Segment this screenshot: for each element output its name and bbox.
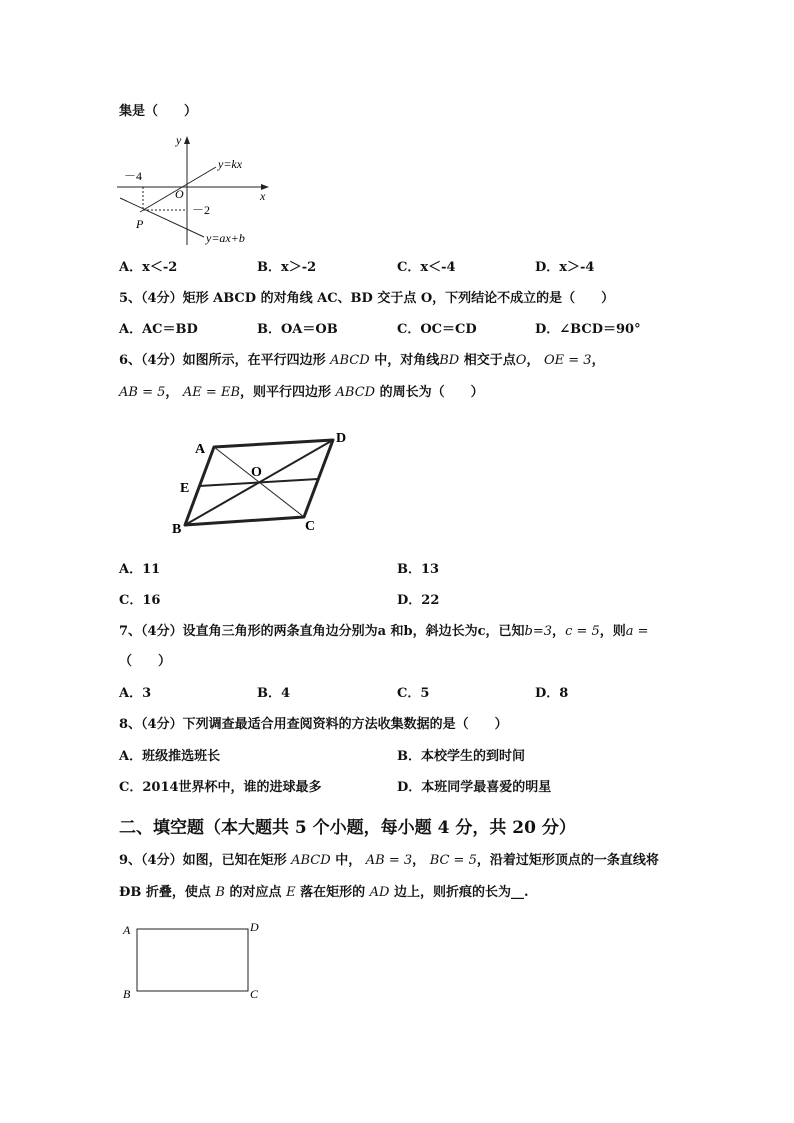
q4-option-c: C．x＜-4 [397, 260, 456, 275]
q9-stem-line1: 9、（4分）如图，已知在矩形 ABCD 中， AB = 3， BC = 5，沿着过矩形顶点的一条直线将 [119, 853, 659, 868]
vertex-a: A [195, 442, 206, 457]
point-o: O [251, 465, 262, 480]
q7-option-d: D．8 [535, 686, 569, 701]
label-neg4: －4 [124, 169, 143, 183]
label-origin: O [175, 187, 184, 201]
segment-eo [199, 479, 318, 486]
q5-option-a: A．AC＝BD [119, 322, 198, 337]
q7-option-b: B．4 [257, 686, 291, 701]
q4-stem-tail: 集是（ ） [119, 104, 198, 119]
q4-figure [112, 130, 282, 250]
x-axis-label: x [260, 189, 266, 203]
q8-option-b: B．本校学生的到时间 [397, 749, 525, 764]
q8-option-c: C．2014世界杯中，谁的进球最多 [119, 780, 322, 795]
y-axis-label: y [176, 133, 182, 147]
q8-option-d: D．本班同学最喜爱的明星 [397, 780, 552, 795]
label-y-kx: y=kx [218, 157, 243, 171]
q8-stem: 8、（4分）下列调查最适合用查阅资料的方法收集数据的是（ ） [119, 717, 508, 732]
q6-stem-line2: AB = 5， AE = EB，则平行四边形 ABCD 的周长为（ ） [119, 385, 484, 400]
section-heading-fill-in: 二、填空题（本大题共 5 个小题，每小题 4 分，共 20 分） [119, 818, 576, 838]
vertex-b: B [123, 987, 131, 1001]
q7-option-a: A．3 [119, 686, 152, 701]
q5-option-d: D．∠BCD＝90° [535, 322, 641, 337]
q5-option-b: B．OA＝OB [257, 322, 338, 337]
vertex-c: C [250, 987, 259, 1001]
vertex-d: D [250, 920, 259, 934]
vertex-c: C [305, 519, 316, 534]
label-neg2: －2 [192, 203, 211, 217]
q6-stem-line1: 6、（4分）如图所示，在平行四边形 ABCD 中，对角线BD 相交于点O， OE = 3， [119, 353, 605, 368]
q4-option-b: B．x＞-2 [257, 260, 317, 275]
q6-option-c: C．16 [119, 593, 161, 608]
q7-stem-line1: 7、（4分）设直角三角形的两条直角边分别为a 和b，斜边长为c，已知b=3，c = 5，则a = [119, 624, 649, 639]
point-e: E [180, 481, 190, 496]
q8-option-a: A．班级推选班长 [119, 749, 221, 764]
rectangle-abcd [137, 929, 248, 991]
label-y-axb: y=ax+b [206, 231, 245, 245]
vertex-a: A [123, 923, 131, 937]
q6-option-a: A．11 [119, 562, 161, 577]
q9-figure [118, 918, 268, 1003]
q4-option-a: A．x＜-2 [119, 260, 178, 275]
q5-option-c: C．OC＝CD [397, 322, 477, 337]
vertex-b: B [172, 522, 182, 537]
q7-stem-line2: （ ） [119, 654, 172, 669]
q6-option-b: B．13 [397, 562, 440, 577]
q7-option-c: C．5 [397, 686, 430, 701]
q6-figure [165, 420, 365, 545]
q9-stem-line2: ÐB 折叠，使点 B 的对应点 E 落在矩形的 AD 边上，则折痕的长为__. [119, 885, 529, 900]
vertex-d: D [336, 431, 347, 446]
label-point-p: P [136, 217, 144, 231]
q5-stem: 5、（4分）矩形 ABCD 的对角线 AC、BD 交于点 O，下列结论不成立的是（ ） [119, 291, 615, 306]
q4-option-d: D．x＞-4 [535, 260, 595, 275]
q6-option-d: D．22 [397, 593, 440, 608]
